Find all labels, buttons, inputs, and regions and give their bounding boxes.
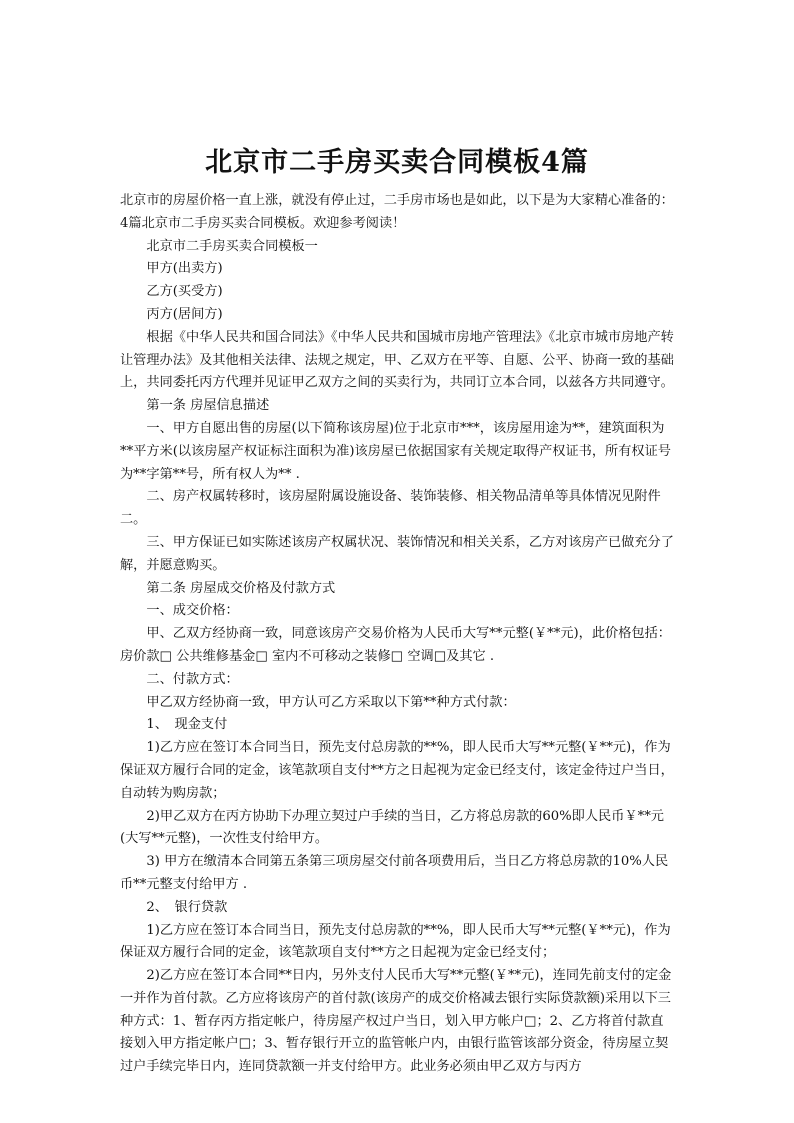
- cash-payment-item-1: 1)乙方应在签订本合同当日，预先支付总房款的**%，即人民币大写**元整(￥**元)，作为保证双方履行合同的定金，该笔款项自支付**方之日起视为定金已经支付，该定金待过户当日，自动转为购房款；: [120, 740, 674, 801]
- cash-payment-heading: 1、 现金支付: [146, 717, 228, 733]
- cash-payment-item-2: 2)甲乙双方在丙方协助下办理立契过户手续的当日，乙方将总房款的60%即人民币￥**元(大写**元整)，一次性支付给甲方。: [120, 808, 664, 847]
- payment-subheading: 二、付款方式：: [146, 671, 239, 687]
- article-1-item-2: 二、房产权属转移时，该房屋附属设施设备、装饰装修、相关物品清单等具体情况见附件二。: [120, 489, 661, 528]
- bank-loan-item-1: 1)乙方应在签订本合同当日，预先支付总房款的**%，即人民币大写**元整(￥**元)，作为保证双方履行合同的定金，该笔款项自支付**方之日起视为定金已经支付；: [120, 922, 671, 961]
- article-1-item-1: 一、甲方自愿出售的房屋(以下简称该房屋)位于北京市***，该房屋用途为**，建筑面积为**平方米(以该房屋产权证标注面积为准)该房屋已依据国家有关规定取得产权证书，所有权证号为**字第**号，所有权人为** .: [120, 420, 671, 482]
- price-paragraph: 甲、乙双方经协商一致，同意该房产交易价格为人民币大写**元整(￥**元)，此价格包括：房价款□ 公共维修基金□ 室内不可移动之装修□ 空调□及其它 .: [120, 626, 671, 664]
- bank-loan-heading: 2、 银行贷款: [146, 899, 228, 915]
- party-a-label: 甲方(出卖方): [146, 261, 223, 277]
- article-2-heading: 第二条 房屋成交价格及付款方式: [146, 580, 336, 596]
- document-body: [120, 190, 674, 1079]
- document-title: 北京市二手房买卖合同模板4篇: [205, 147, 589, 179]
- section-heading: 北京市二手房买卖合同模板一: [146, 238, 318, 254]
- bank-loan-item-2: 2)乙方应在签订本合同**日内，另外支付人民币大写**元整(￥**元)，连同先前支付的定金一并作为首付款。乙方应将该房产的首付款(该房产的成交价格减去银行实际贷款额)采用以下三种方式：1、暂存丙方指定帐户，待房屋产权过户当日，划入甲方帐户□；2、乙方将首付款直接划入甲方指定帐户□；3、暂存银行开立的监管帐户内，由银行监管该部分资金，待房屋立契过户手续完毕日内，连同贷款额一并支付给甲方。此业务必须由甲乙双方与丙方: [120, 968, 672, 1075]
- price-subheading: 一、成交价格：: [146, 603, 239, 619]
- article-1-item-3: 三、甲方保证已如实陈述该房产权属状况、装饰情况和相关关系，乙方对该房产已做充分了解，并愿意购买。: [120, 534, 674, 573]
- intro-paragraph: 北京市的房屋价格一直上涨，就没有停止过，二手房市场也是如此，以下是为大家精心准备的：4篇北京市二手房买卖合同模板。欢迎参考阅读！: [120, 193, 674, 231]
- party-c-label: 丙方(居间方): [146, 306, 223, 322]
- party-b-label: 乙方(买受方): [146, 284, 223, 300]
- payment-method-paragraph: 甲乙双方经协商一致，甲方认可乙方采取以下第**种方式付款：: [146, 694, 516, 710]
- cash-payment-item-3: 3) 甲方在缴清本合同第五条第三项房屋交付前各项费用后，当日乙方将总房款的10%人民币**元整支付给甲方 .: [120, 854, 669, 892]
- article-1-heading: 第一条 房屋信息描述: [146, 398, 270, 414]
- legal-basis-paragraph: 根据《中华人民共和国合同法》《中华人民共和国城市房地产管理法》《北京市城市房地产转让管理办法》及其他相关法律、法规之规定，甲、乙双方在平等、自愿、公平、协商一致的基础上，共同委托丙方代理并见证甲乙双方之间的买卖行为，共同订立本合同，以兹各方共同遵守。: [120, 329, 674, 391]
